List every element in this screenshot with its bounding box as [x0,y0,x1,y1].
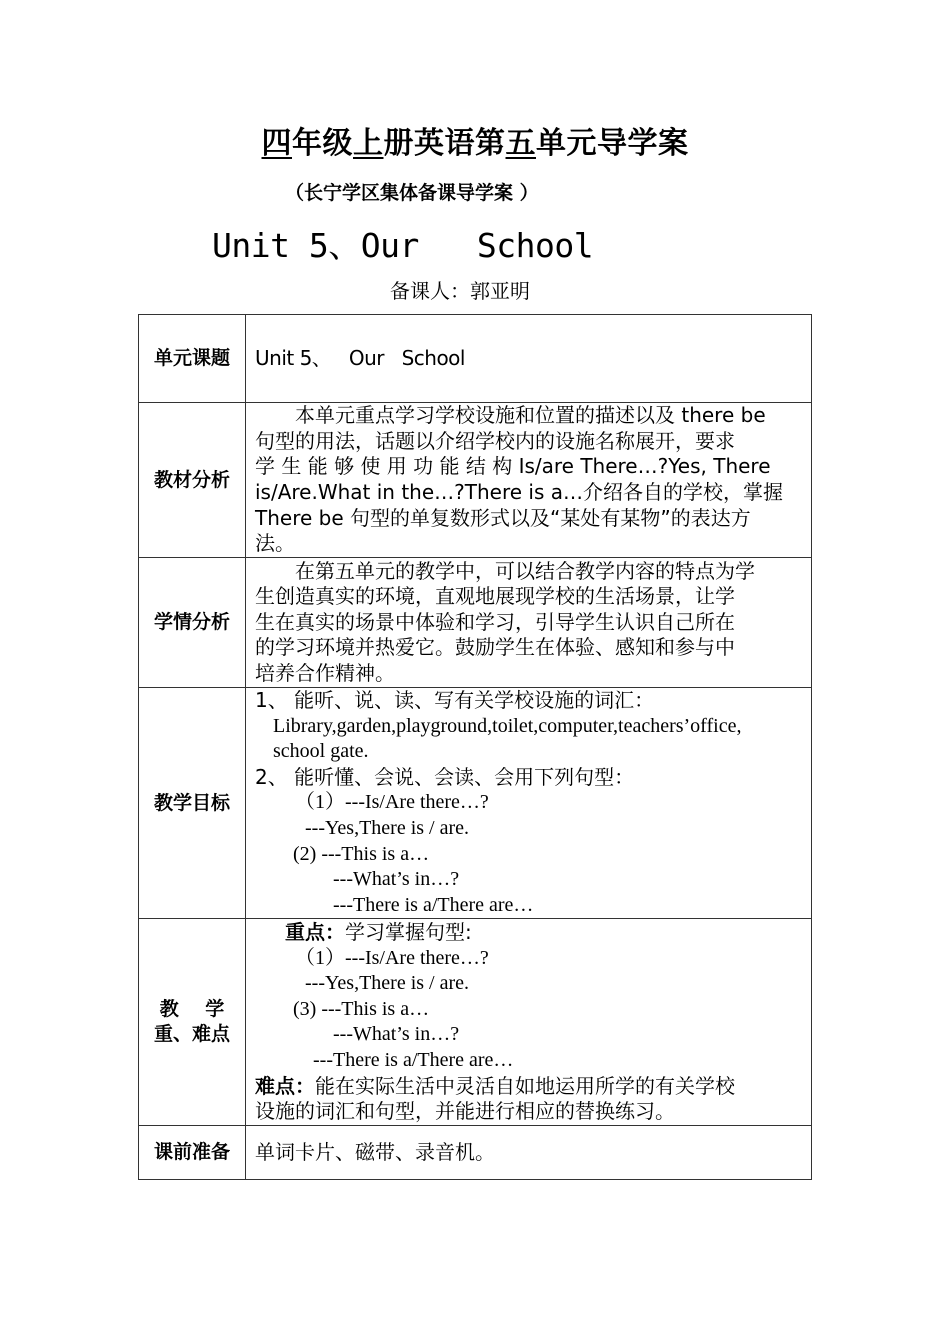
text-line: 的学习环境并热爱它。鼓励学生在体验、感知和参与中 [255,635,735,660]
row-material-analysis [139,403,812,558]
title-part1: 年级 [292,126,353,161]
text-line: 生在真实的场景中体验和学习，引导学生认识自己所在 [255,609,735,634]
label-line: 重、难点 [153,1023,230,1046]
content-unit-topic: Unit 5、 Our School [246,315,812,403]
sentence-pattern: ---What’s in…? [333,1023,460,1046]
lesson-plan-table [138,314,812,1180]
label-unit-topic: 单元课题 [139,315,246,403]
title-part2: 册英语第 [383,126,506,161]
text-line: 法。 [255,531,295,556]
title-part3: 单元导学案 [536,126,689,161]
document-subtitle: （长宁学区集体备课导学案 ） [285,182,539,204]
text-line: 句型的用法，话题以介绍学校内的设施名称展开，要求 [255,428,735,453]
content-key-difficult-points [246,919,812,1126]
text-line: 在第五单元的教学中，可以结合教学内容的特点为学 [295,558,755,583]
sentence-pattern: （1）---Is/Are there…? [295,946,489,969]
sentence-pattern: (2) ---This is a… [293,842,430,865]
objective-1: 1、 能听、说、读、写有关学校设施的词汇： [255,688,655,712]
text-line: 学 生 能 够 使 用 功 能 结 构 Is/are There…?Yes, There [255,454,771,479]
label-preparation: 课前准备 [139,1126,246,1180]
text-line: is/Are.What in the…?There is a…介绍各自的学校，掌握 [255,480,784,504]
text-line: 本单元重点学习学校设施和位置的描述以及 there be [295,403,766,428]
title-grade: 四 [261,126,292,161]
difficult-points-label: 难点： [255,1073,315,1098]
row-key-difficult-points [139,919,812,1126]
unit-heading: Unit 5、Our School [212,226,594,265]
label-learner-analysis: 学情分析 [139,558,246,688]
content-preparation: 单词卡片、磁带、录音机。 [246,1126,812,1180]
title-unit-number: 五 [505,126,536,161]
content-teaching-objectives [246,688,812,919]
row-unit-topic [139,315,812,403]
text-line: 生创造真实的环境，直观地展现学校的生活场景，让学 [255,584,735,609]
content-material-analysis [246,403,812,558]
key-points [255,920,802,946]
text-line: 培养合作精神。 [255,660,395,685]
difficult-points-text: 能在实际生活中灵活自如地运用所学的有关学校 [315,1073,735,1098]
text-line: There be 句型的单复数形式以及“某处有某物”的表达方 [255,505,751,530]
content-learner-analysis [246,558,812,688]
difficult-points-cont: 设施的词汇和句型，并能进行相应的替换练习。 [255,1099,675,1124]
sentence-pattern: (3) ---This is a… [293,997,430,1020]
objective-2: 2、 能听懂、会说、会读、会用下列句型： [255,764,635,789]
label-key-difficult-points [139,919,246,1126]
difficult-points [255,1074,802,1100]
row-learner-analysis [139,558,812,688]
sentence-pattern: ---Yes,There is / are. [305,816,470,839]
document-title [0,118,950,162]
sentence-pattern: ---What’s in…? [333,868,460,891]
key-points-label: 重点： [285,919,345,944]
sentence-pattern: ---There is a/There are… [333,893,534,916]
sentence-pattern: ---Yes,There is / are. [305,972,470,995]
row-teaching-objectives [139,688,812,919]
vocab-list-cont: school gate. [273,740,369,763]
sentence-pattern: ---There is a/There are… [313,1048,514,1071]
preparer-line: 备课人：郭亚明 [390,279,530,303]
label-line: 教 学 [159,998,225,1021]
label-teaching-objectives: 教学目标 [139,688,246,919]
sentence-pattern: （1）---Is/Are there…? [295,791,489,814]
vocab-list: Library,garden,playground,toilet,computer,teachers’office, [273,714,742,737]
title-term: 上 [353,126,384,161]
key-points-text: 学习掌握句型: [345,919,472,944]
row-preparation [139,1126,812,1180]
label-material-analysis: 教材分析 [139,403,246,558]
